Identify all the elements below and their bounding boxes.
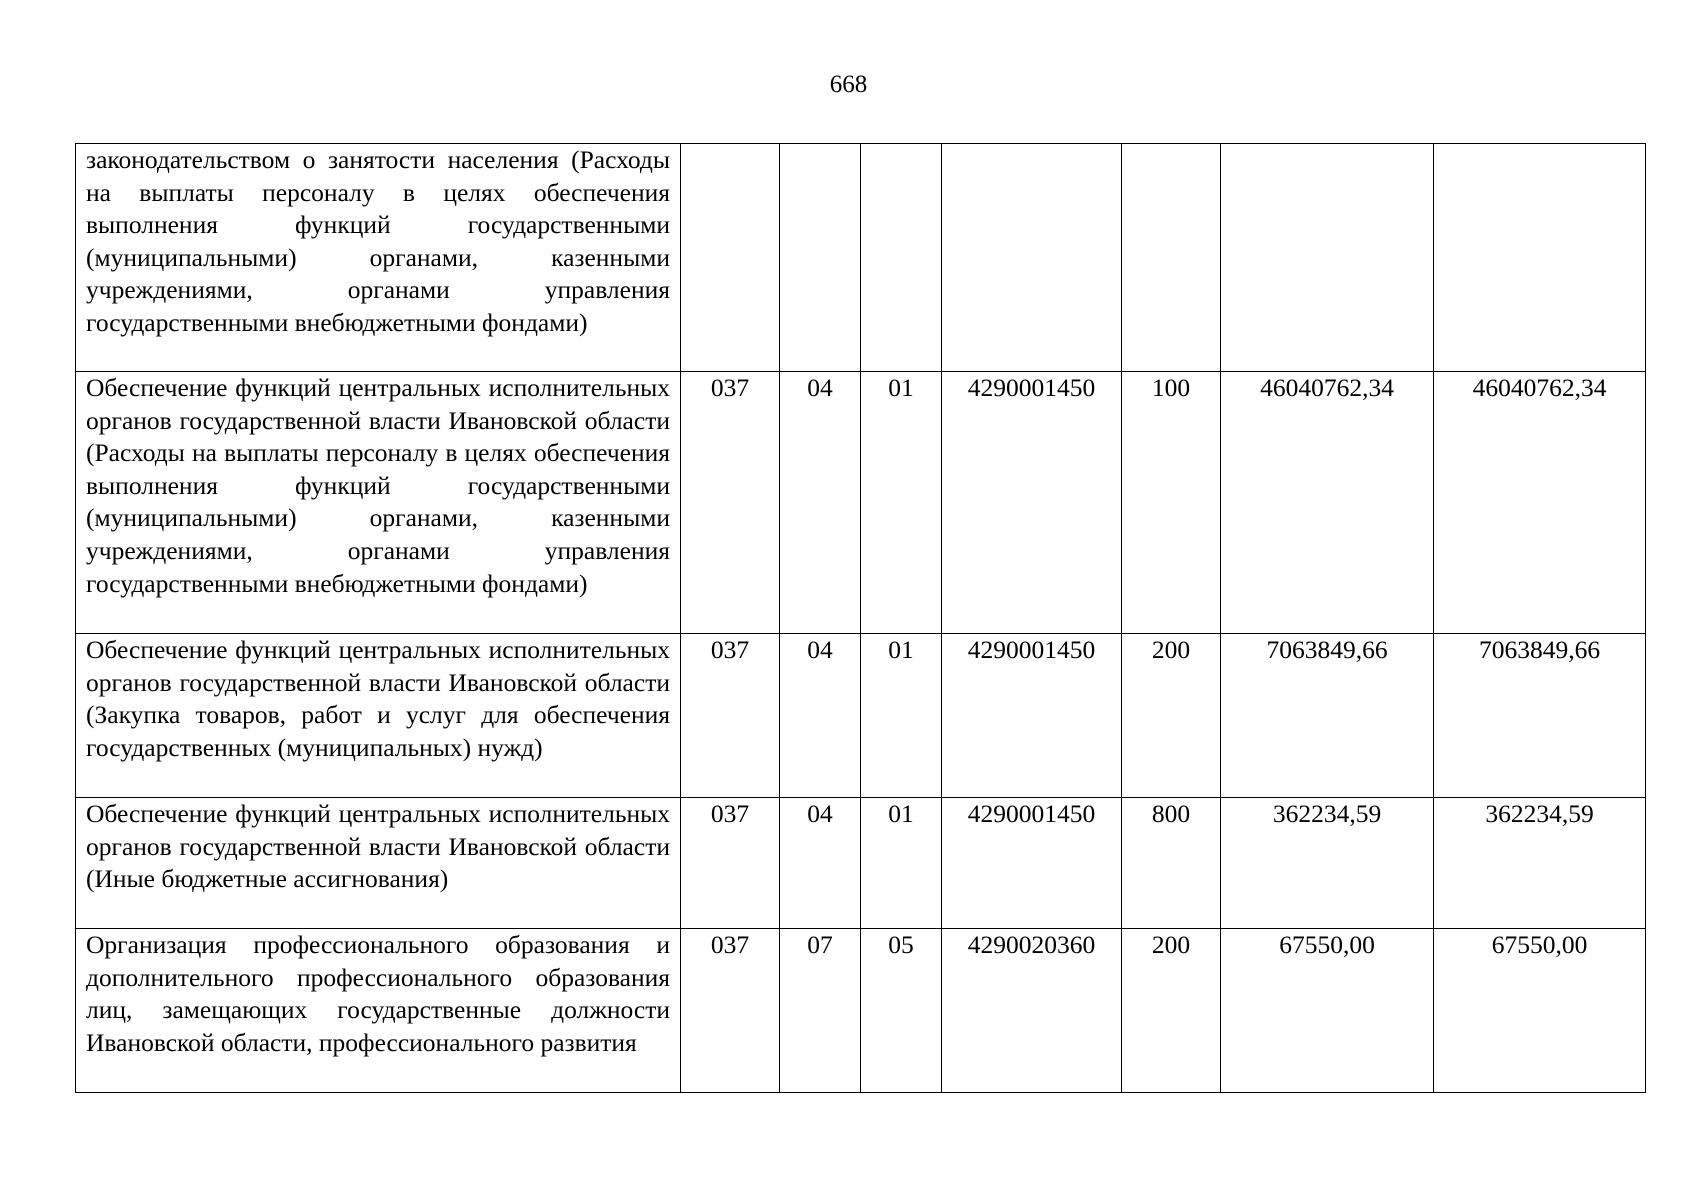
amount-2: 7063849,66 xyxy=(1434,634,1646,798)
amount-2: 46040762,34 xyxy=(1434,372,1646,634)
amount-1 xyxy=(1221,144,1434,372)
table-row xyxy=(76,634,1646,798)
section-code: 04 xyxy=(780,798,861,929)
section-code: 04 xyxy=(780,634,861,798)
expense-type-code: 800 xyxy=(1122,798,1221,929)
amount-1: 67550,00 xyxy=(1221,929,1434,1093)
expense-type-code xyxy=(1122,144,1221,372)
amount-1: 362234,59 xyxy=(1221,798,1434,929)
expense-type-code: 200 xyxy=(1122,634,1221,798)
section-code: 07 xyxy=(780,929,861,1093)
target-article-code: 4290020360 xyxy=(942,929,1122,1093)
subsection-code: 05 xyxy=(861,929,942,1093)
row-description: законодательством о занятости населения (Расходы на выплаты персоналу в целях обеспечения выполнения функций государственными (муниципальными) органами, казенными учреждениями, органами управления государственными внебюджетными фондами) xyxy=(76,144,681,372)
subsection-code xyxy=(861,144,942,372)
subsection-code: 01 xyxy=(861,798,942,929)
row-description: Обеспечение функций центральных исполнительных органов государственной власти Ивановской области (Закупка товаров, работ и услуг для обеспечения государственных (муниципальных) нужд) xyxy=(76,634,681,798)
amount-2: 67550,00 xyxy=(1434,929,1646,1093)
amount-1: 7063849,66 xyxy=(1221,634,1434,798)
ministry-code: 037 xyxy=(681,798,780,929)
ministry-code: 037 xyxy=(681,634,780,798)
budget-table xyxy=(75,143,1646,1093)
section-code xyxy=(780,144,861,372)
amount-1: 46040762,34 xyxy=(1221,372,1434,634)
ministry-code xyxy=(681,144,780,372)
amount-2: 362234,59 xyxy=(1434,798,1646,929)
row-description: Организация профессионального образования и дополнительного профессионального образования лиц, замещающих государственные должности Ивановской области, профессионального развития xyxy=(76,929,681,1093)
subsection-code: 01 xyxy=(861,372,942,634)
table-row xyxy=(76,144,1646,372)
table-row xyxy=(76,798,1646,929)
subsection-code: 01 xyxy=(861,634,942,798)
row-description: Обеспечение функций центральных исполнительных органов государственной власти Ивановской области (Иные бюджетные ассигнования) xyxy=(76,798,681,929)
target-article-code: 4290001450 xyxy=(942,798,1122,929)
table-row xyxy=(76,929,1646,1093)
target-article-code xyxy=(942,144,1122,372)
section-code: 04 xyxy=(780,372,861,634)
page-number: 668 xyxy=(829,71,868,98)
row-description: Обеспечение функций центральных исполнительных органов государственной власти Ивановской области (Расходы на выплаты персоналу в целях обеспечения выполнения функций государственными (муниципальными) органами, казенными учреждениями, органами управления государственными внебюджетными фондами) xyxy=(76,372,681,634)
expense-type-code: 100 xyxy=(1122,372,1221,634)
ministry-code: 037 xyxy=(681,929,780,1093)
target-article-code: 4290001450 xyxy=(942,372,1122,634)
table-row xyxy=(76,372,1646,634)
ministry-code: 037 xyxy=(681,372,780,634)
amount-2 xyxy=(1434,144,1646,372)
target-article-code: 4290001450 xyxy=(942,634,1122,798)
expense-type-code: 200 xyxy=(1122,929,1221,1093)
